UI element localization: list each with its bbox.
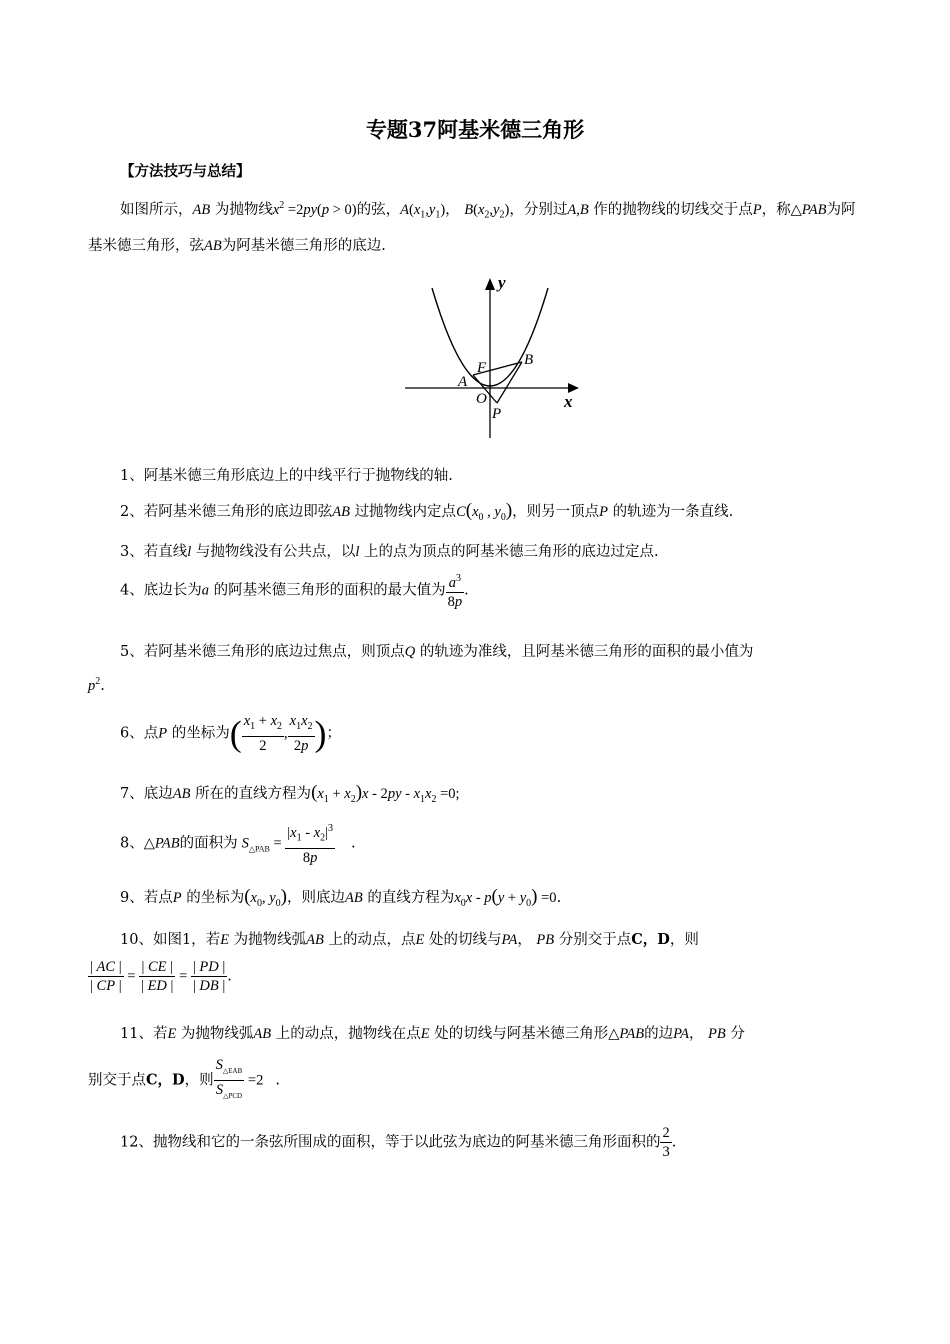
two-thirds-fraction: $\frac{2}{3}$: [662, 1125, 670, 1160]
intro-paragraph: 如图所示，AB 为抛物线$x^2 =2py(p > 0)$的弦，$A(x_1,y_1)$， $B(x_2,y_2)$，分别过A,B 作的抛物线的切线交于点P，称△PAB为阿基米德三角形，弦AB为阿基米德三角形的底边.: [88, 200, 856, 254]
list-item: 10、如图1，若E 为抛物线弧AB 上的动点，点E 处的切线与PA， PB 分别交于点C，D，则: [120, 931, 699, 948]
list-item: 3、若直线l 与抛物线没有公共点，以l 上的点为顶点的阿基米德三角形的底边过定点.: [120, 544, 659, 560]
point-B-label: B: [524, 352, 534, 368]
list-item: 12、抛物线和它的一条弦所围成的面积，等于以此弦为底边的阿基米德三角形面积的 $\frac{2}{3}$ .: [120, 1125, 677, 1160]
point-P-label: P: [492, 406, 502, 422]
list-item: 7、底边AB 所在的直线方程为$(x_1 + x_2)x - 2py - x_1x_2 =0$;: [120, 782, 460, 805]
list-item-continuation: $\frac{| AC |}{| CP |}$ = $\frac{| CE |}{| ED |}$ = $\frac{| PD |}{| DB |}$ .: [90, 959, 232, 994]
y-axis-arrow-icon: [485, 278, 495, 290]
parabola-figure: [400, 270, 590, 442]
fraction-a3-over-8p: $\frac{a^3}{8p}$: [446, 570, 465, 611]
point-A-label: A: [458, 374, 468, 390]
point-O-label: O: [476, 391, 487, 407]
list-item-continuation: 别交于点C，D，则 $\frac{S_{\triangle EAB}}{S_{\triangle PCD}}$ =2 .: [88, 1056, 280, 1105]
list-item: 11、若E 为抛物线弧AB 上的动点，抛物线在点E 处的切线与阿基米德三角形△PAB的边PA， PB 分: [120, 1026, 745, 1042]
point-F-label: F: [477, 360, 487, 376]
section-heading: 【方法技巧与总结】: [120, 163, 251, 180]
list-item: 2、若阿基米德三角形的底边即弦AB 过抛物线内定点$C(x_0$ , $y_0$)，则另一顶点P 的轨迹为一条直线.: [120, 500, 734, 523]
list-item: 4、底边长为a 的阿基米德三角形的面积的最大值为 $\frac{a^3}{8p}$ .: [120, 570, 469, 611]
area-fraction: $\frac{|x_1 - x_2|^3}{8p}$: [285, 820, 335, 867]
list-item: 6、点P 的坐标为( $\frac{x_1 + x_2}{2}$ , $\frac{x_1x_2}{2p}$ )；: [120, 713, 342, 754]
list-item: 8、△PAB的面积为 $S_{\triangle PAB}$ = $\frac{|x_1 - x_2|^3}{8p}$ .: [120, 820, 356, 867]
list-item: 9、若点P 的坐标为($x_0$, $y_0$)，则底边AB 的直线方程为$x_0x - p(y + y_0) =0$.: [120, 886, 562, 909]
list-item: 1、阿基米德三角形底边上的中线平行于抛物线的轴.: [120, 468, 453, 484]
list-item: 5、若阿基米德三角形的底边过焦点，则顶点Q 的轨迹为准线，且阿基米德三角形的面积的最小值为: [120, 644, 754, 660]
area-ratio-fraction: $\frac{S_{\triangle EAB}}{S_{\triangle PCD}}$: [215, 1057, 243, 1100]
list-item-continuation: $p^2$.: [88, 676, 105, 694]
y-axis-label: y: [498, 273, 506, 292]
x-axis-label: x: [564, 392, 573, 411]
page-title: 专题37阿基米德三角形: [365, 117, 585, 142]
